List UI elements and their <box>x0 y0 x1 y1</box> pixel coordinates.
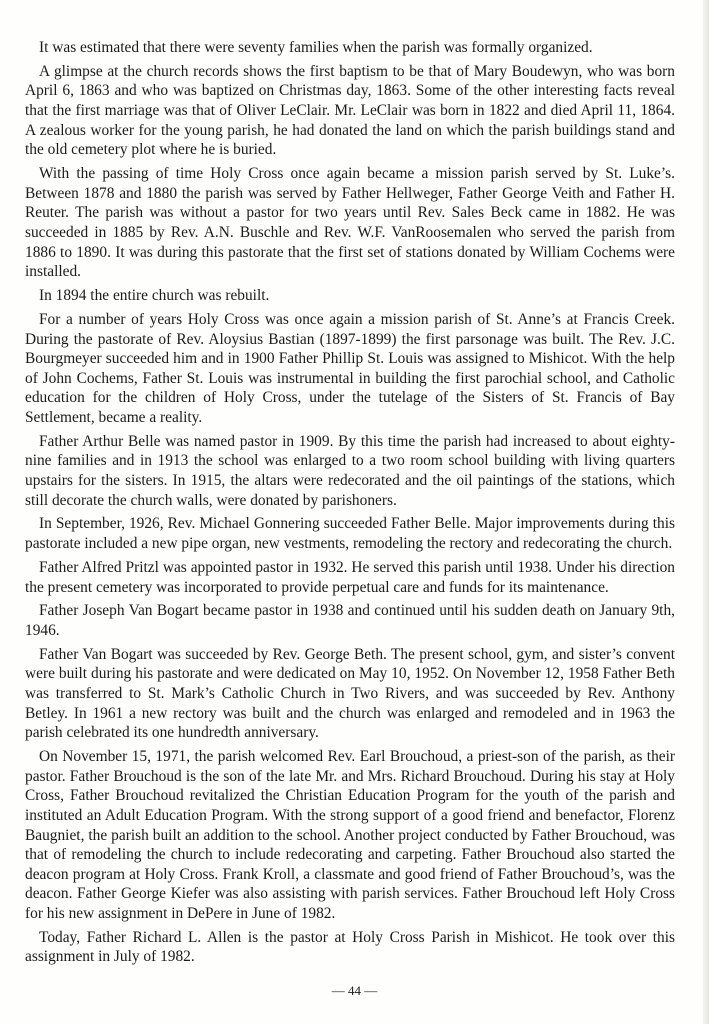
paragraph: A glimpse at the church records shows the first baptism to be that of Mary Boudewyn, who was born April 6, 1863 and who was baptized on Christmas day, 1863. Some of the other interesting facts reveal that the first marriage was that of Oliver LeClair. Mr. LeClair was born in 1822 and died April 11, 1864. A zealous worker for the young parish, he had donated the land on which the parish buildings stand and the old cemetery plot where he is buried. <box>25 62 675 159</box>
page-number: — 44 — <box>331 983 378 998</box>
paragraph: In September, 1926, Rev. Michael Gonnering succeeded Father Belle. Major improvements during this pastorate included a new pipe organ, new vestments, remodeling the rectory and redecorating the church. <box>25 515 675 553</box>
paragraph: Father Arthur Belle was named pastor in 1909. By this time the parish had increased to about eighty-nine families and in 1913 the school was enlarged to a two room school building with living quarters upstairs for the sisters. In 1915, the altars were redecorated and the oil paintings of the stations, which still decorate the church walls, were donated by parishoners. <box>25 432 675 509</box>
paragraph: Father Alfred Pritzl was appointed pastor in 1932. He served this parish until 1938. Under his direction the present cemetery was incorporated to provide perpetual care and funds for its maintenance. <box>25 558 675 596</box>
page-edge-shadow <box>703 0 709 1024</box>
paragraph: For a number of years Holy Cross was once again a mission parish of St. Anne’s at Francis Creek. During the pastorate of Rev. Aloysius Bastian (1897-1899) the first parsonage was built. The Rev. J.C. Bourgmeyer succeeded him and in 1900 Father Phillip St. Louis was assigned to Mishicot. With the help of John Cochems, Father St. Louis was instrumental in building the first parochial school, and Catholic education for the children of Holy Cross, under the tutelage of the Sisters of St. Francis of Bay Settlement, became a reality. <box>25 310 675 426</box>
paragraph: On November 15, 1971, the parish welcomed Rev. Earl Brouchoud, a priest-son of the parish, as their pastor. Father Brouchoud is the son of the late Mr. and Mrs. Richard Brouchoud. During his stay at Holy Cross, Father Brouchoud revitalized the Christian Education Program for the youth of the parish and instituted an Adult Education Program. With the strong support of a good friend and benefactor, Florenz Baugniet, the parish built an addition to the school. Another project conducted by Father Brouchoud, was that of remodeling the church to include redecorating and carpeting. Father Brouchoud also started the deacon program at Holy Cross. Frank Kroll, a classmate and good friend of Father Brouchoud’s, was the deacon. Father George Kiefer was also assisting with parish services. Father Brouchoud left Holy Cross for his new assignment in DePere in June of 1982. <box>25 748 675 922</box>
paragraph: With the passing of time Holy Cross once again became a mission parish served by St. Luke’s. Between 1878 and 1880 the parish was served by Father Hellweger, Father George Veith and Father H. Reuter. The parish was without a pastor for two years until Rev. Sales Beck came in 1882. He was succeeded in 1885 by Rev. A.N. Buschle and Rev. W.F. VanRoosemalen who served the parish from 1886 to 1890. It was during this pastorate that the first set of stations donated by William Cochems were installed. <box>25 165 675 281</box>
paragraph: It was estimated that there were seventy families when the parish was formally organized. <box>39 39 593 56</box>
paragraph: Today, Father Richard L. Allen is the pastor at Holy Cross Parish in Mishicot. He took over this assignment in July of 1982. <box>25 928 675 966</box>
paragraph: In 1894 the entire church was rebuilt. <box>39 287 270 305</box>
paragraph: Father Van Bogart was succeeded by Rev. George Beth. The present school, gym, and sister’s convent were built during his pastorate and were dedicated on May 10, 1952. On November 12, 1958 Father Beth was transferred to St. Mark’s Catholic Church in Two Rivers, and was succeeded by Rev. Anthony Betley. In 1961 a new rectory was built and the church was enlarged and remodeled and in 1963 the parish celebrated its one hundredth anniversary. <box>25 645 675 742</box>
body-text <box>25 38 675 971</box>
paragraph: Father Joseph Van Bogart became pastor in 1938 and continued until his sudden death on January 9th, 1946. <box>25 602 675 639</box>
